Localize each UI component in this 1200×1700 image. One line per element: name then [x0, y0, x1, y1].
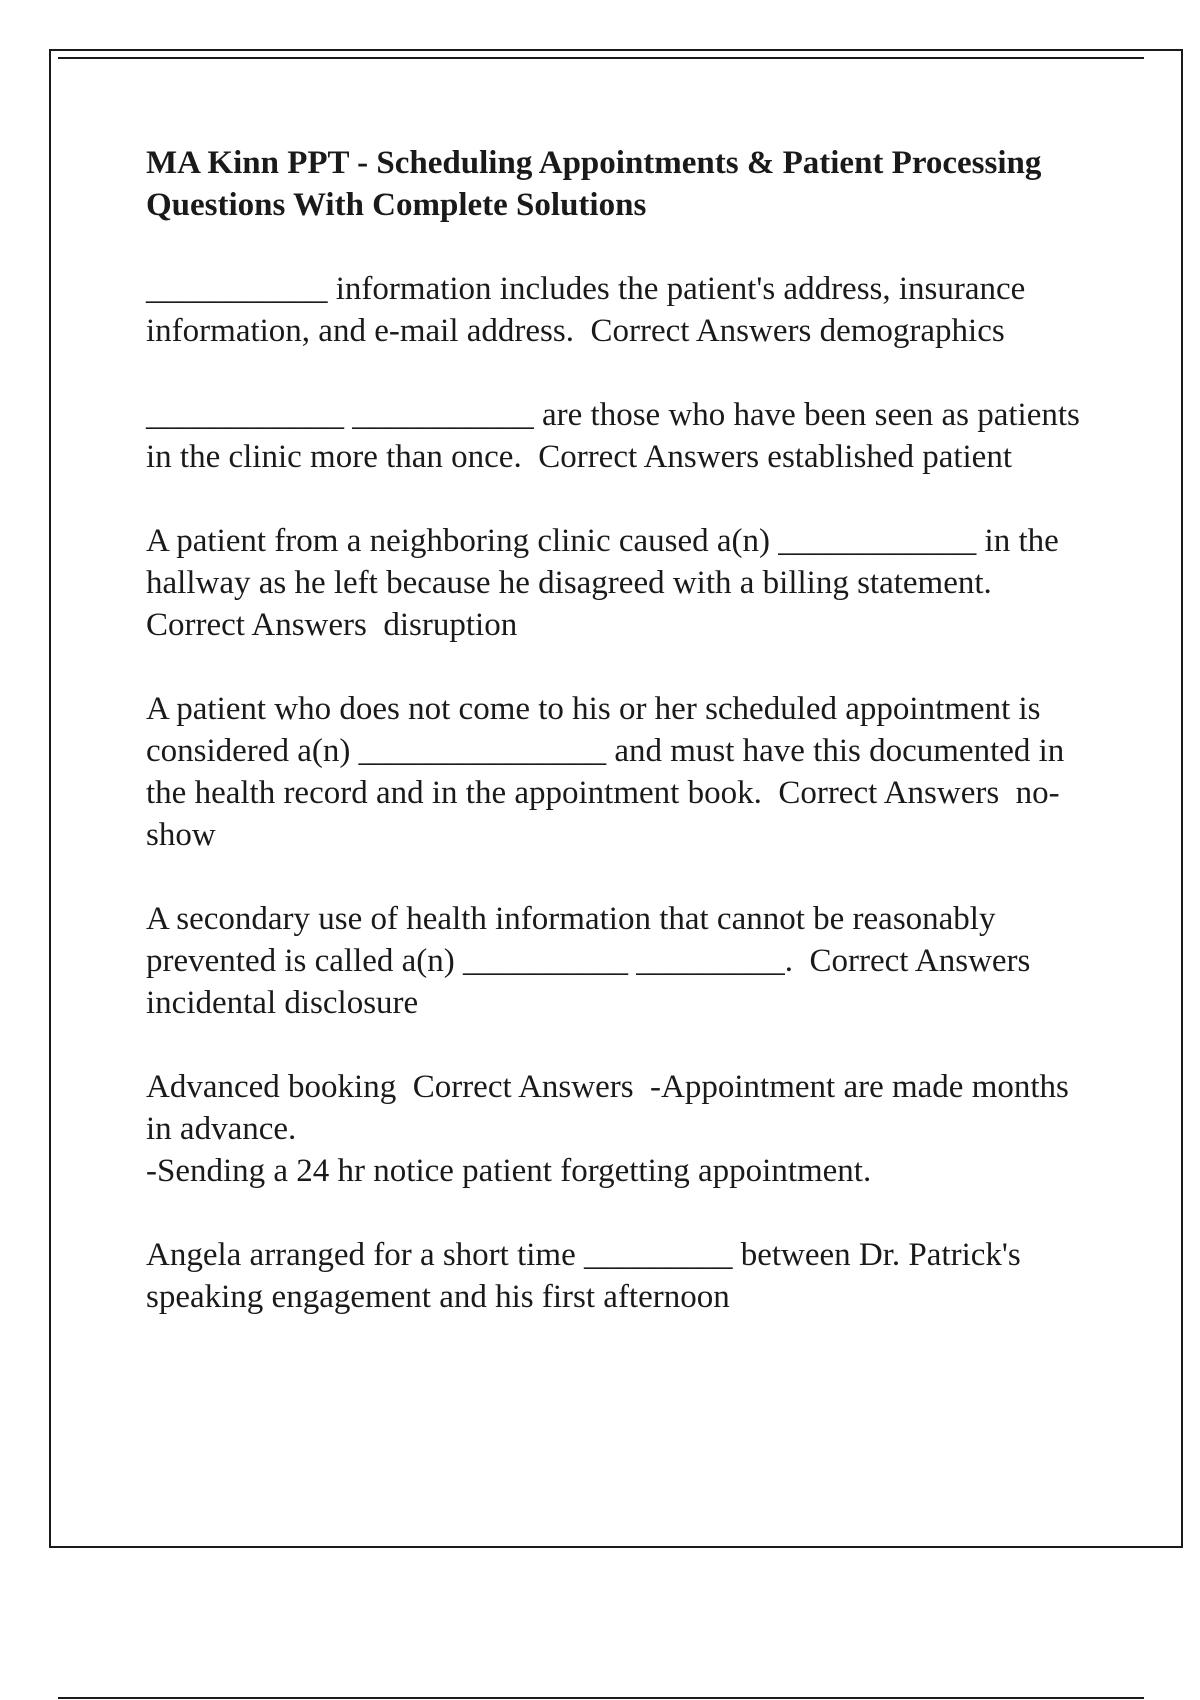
document-body — [146, 142, 1089, 1360]
document-title: MA Kinn PPT - Scheduling Appointments & Patient Processing Questions With Complete Solutions — [146, 145, 1042, 223]
question-demographics: ___________ information includes the patient's address, insurance information, and e-mail address. Correct Answers demographics — [146, 271, 1034, 349]
top-rule — [58, 57, 1144, 59]
bottom-rule — [58, 1697, 1144, 1699]
question-no-show: A patient who does not come to his or her scheduled appointment is considered a(n) _______________ and must have this documented in the health record and in the appointment book. Correct Answers no-show — [146, 691, 1073, 853]
question-buffer-time: Angela arranged for a short time _________ between Dr. Patrick's speaking engagement and his first afternoon — [146, 1237, 1029, 1315]
question-advanced-booking: Advanced booking Correct Answers -Appointment are made months in advance. -Sending a 24 hr notice patient forgetting appointment. — [146, 1069, 1069, 1189]
question-disruption: A patient from a neighboring clinic caused a(n) ____________ in the hallway as he left because he disagreed with a billing statement. Correct Answers disruption — [146, 523, 1068, 643]
question-established-patient: ____________ ___________ are those who have been seen as patients in the clinic more than once. Correct Answers established patient — [146, 397, 1089, 475]
question-incidental-disclosure: A secondary use of health information that cannot be reasonably prevented is called a(n) __________ _________. Correct Answers incidental disclosure — [146, 901, 1047, 1021]
